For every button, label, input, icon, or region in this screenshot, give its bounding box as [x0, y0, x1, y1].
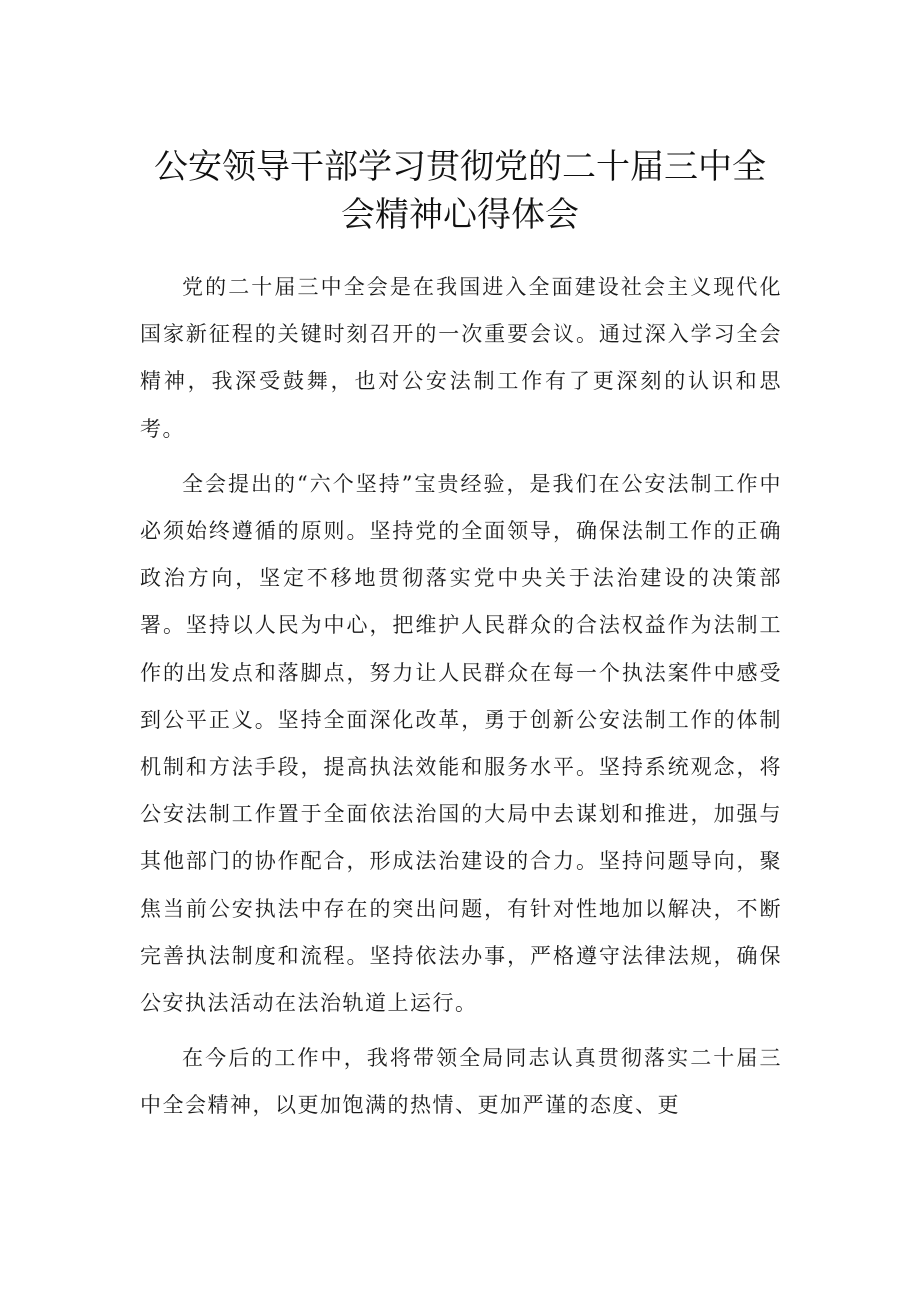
paragraph-3: 在今后的工作中，我将带领全局同志认真贯彻落实二十届三中全会精神，以更加饱满的热情、更加严谨的态度、更	[140, 1046, 782, 1118]
title-line-1: 公安领导干部学习贯彻党的二十届三中全	[154, 147, 766, 187]
document-body	[140, 264, 782, 1138]
paragraph-2: 全会提出的“六个坚持”宝贵经验，是我们在公安法制工作中必须始终遵循的原则。坚持党的全面领导，确保法制工作的正确政治方向，坚定不移地贯彻落实党中央关于法治建设的决策部署。坚持以人民为中心，把维护人民群众的合法权益作为法制工作的出发点和落脚点，努力让人民群众在每一个执法案件中感受到公平正义。坚持全面深化改革，勇于创新公安法制工作的体制机制和方法手段，提高执法效能和服务水平。坚持系统观念，将公安法制工作置于全面依法治国的大局中去谋划和推进，加强与其他部门的协作配合，形成法治建设的合力。坚持问题导向，聚焦当前公安执法中存在的突出问题，有针对性地加以解决，不断完善执法制度和流程。坚持依法办事，严格遵守法律法规，确保公安执法活动在法治轨道上运行。	[140, 471, 782, 1016]
paragraph-1: 党的二十届三中全会是在我国进入全面建设社会主义现代化国家新征程的关键时刻召开的一次重要会议。通过深入学习全会精神，我深受鼓舞，也对公安法制工作有了更深刻的认识和思考。	[140, 275, 782, 441]
document-title	[100, 143, 820, 239]
title-line-2: 会精神心得体会	[341, 195, 579, 235]
